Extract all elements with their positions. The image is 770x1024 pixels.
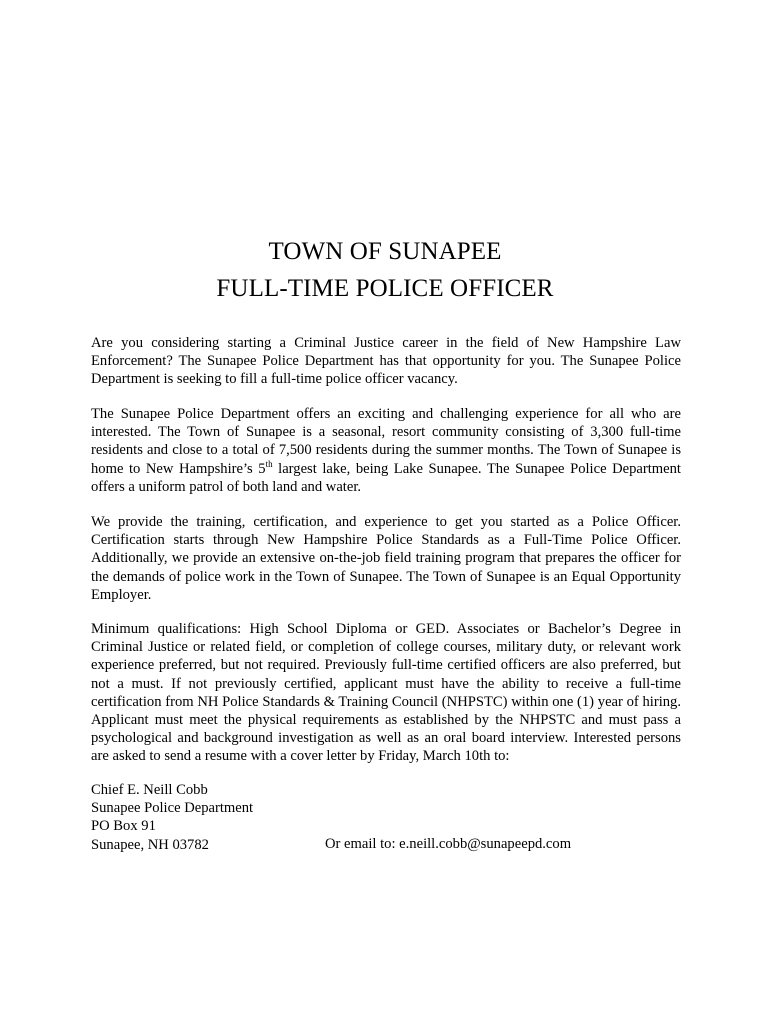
title-town: TOWN OF SUNAPEE	[268, 238, 502, 265]
paragraph-department	[91, 405, 681, 496]
paragraph-training: We provide the training, certification, and experience to get you started as a Police Officer. Certification starts through New Hampshire Police Standards as a Full-Time Police Officer. Additionally, we provide an extensive on-the-job field training program that prepares the officer for the demands of police work in the Town of Sunapee. The Town of Sunapee is an Equal Opportunity Employer.	[91, 514, 681, 603]
email-contact: Or email to: e.neill.cobb@sunapeepd.com	[325, 836, 572, 852]
ordinal-suffix: th	[265, 458, 273, 469]
mailing-address	[91, 781, 253, 854]
paragraph-intro: Are you considering starting a Criminal Justice career in the field of New Hampshire Law Enforcement? The Sunapee Police Department has that opportunity for you. The Sunapee Police Department is seeking to fill a full-time police officer vacancy.	[91, 335, 681, 388]
address-po-box: PO Box 91	[91, 818, 156, 835]
paragraph-department-text-2: largest lake, being Lake Sunapee. The Sunapee Police Department offers a uniform patrol of both land and water.	[91, 460, 681, 495]
paragraph-department-text-1: The Sunapee Police Department offers an exciting and challenging experience for all who are interested. The Town of Sunapee is a seasonal, resort community consisting of 3,300 full-time residents and close to a total of 7,500 residents during the summer months. The Town of Sunapee is home to New Hampshire’s 5	[91, 406, 681, 477]
address-department: Sunapee Police Department	[91, 800, 254, 817]
paragraph-qualifications: Minimum qualifications: High School Diploma or GED. Associates or Bachelor’s Degree in Criminal Justice or related field, or completion of college courses, military duty, or relevant work experience preferred, but not required. Previously full-time certified officers are also preferred, but not a must. If not previously certified, applicant must have the ability to receive a full-time certification from NH Police Standards & Training Council (NHPSTC) within one (1) year of hiring. Applicant must meet the physical requirements as established by the NHPSTC and must pass a psychological and background investigation as well as an oral board interview. Interested persons are asked to send a resume with a cover letter by Friday, March 10th to:	[91, 621, 681, 765]
address-city-state-zip: Sunapee, NH 03782	[91, 836, 209, 853]
address-name: Chief E. Neill Cobb	[91, 782, 208, 798]
title-position: FULL-TIME POLICE OFFICER	[216, 275, 554, 302]
